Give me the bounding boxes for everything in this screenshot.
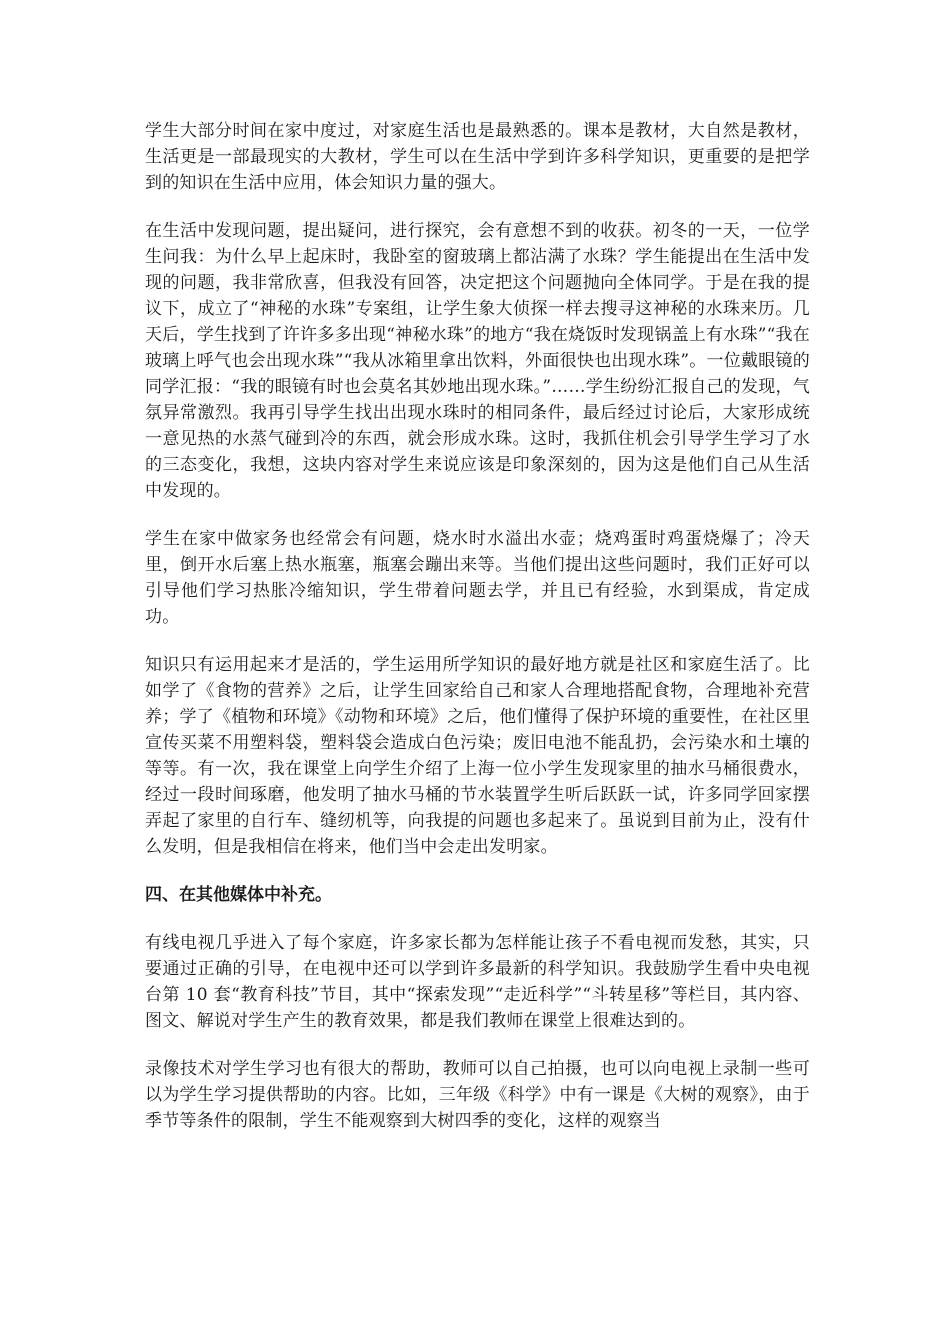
document-page [145, 118, 810, 1156]
paragraph-3: 学生在家中做家务也经常会有问题，烧水时水溢出水壶；烧鸡蛋时鸡蛋烧爆了；冷天里，倒开水后塞上热水瓶塞，瓶塞会蹦出来等。当他们提出这些问题时，我们正好可以引导他们学习热胀冷缩知识，学生带着问题去学，并且已有经验，水到渠成，肯定成功。 [145, 529, 810, 627]
paragraph-5: 有线电视几乎进入了每个家庭，许多家长都为怎样能让孩子不看电视而发愁，其实，只要通过正确的引导，在电视中还可以学到许多最新的科学知识。我鼓励学生看中央电视台第 10 套“教育科技”节目，其中“探索发现”“走近科学”“斗转星移”等栏目，其内容、图文、解说对学生产生的教育效果，都是我们教师在课堂上很难达到的。 [145, 933, 810, 1031]
paragraph-2: 在生活中发现问题，提出疑问，进行探究，会有意想不到的收获。初冬的一天，一位学生问我：为什么早上起床时，我卧室的窗玻璃上都沾满了水珠？学生能提出在生活中发现的问题，我非常欣喜，但我没有回答，决定把这个问题抛向全体同学。于是在我的提议下，成立了“神秘的水珠”专案组，让学生象大侦探一样去搜寻这神秘的水珠来历。几天后，学生找到了许许多多出现“神秘水珠”的地方“我在烧饭时发现锅盖上有水珠”“我在玻璃上呼气也会出现水珠”“我从冰箱里拿出饮料，外面很快也出现水珠”。一位戴眼镜的同学汇报：“我的眼镜有时也会莫名其妙地出现水珠。”……学生纷纷汇报自己的发现，气氛异常激烈。我再引导学生找出出现水珠时的相同条件，最后经过讨论后，大家形成统一意见热的水蒸气碰到冷的东西，就会形成水珠。这时，我抓住机会引导学生学习了水的三态变化，我想，这块内容对学生来说应该是印象深刻的，因为这是他们自己从生活中发现的。 [145, 221, 810, 501]
paragraph-1: 学生大部分时间在家中度过，对家庭生活也是最熟悉的。课本是教材，大自然是教材，生活更是一部最现实的大教材，学生可以在生活中学到许多科学知识，更重要的是把学到的知识在生活中应用，体会知识力量的强大。 [145, 121, 810, 193]
section-heading: 四、在其他媒体中补充。 [145, 885, 332, 905]
paragraph-6: 录像技术对学生学习也有很大的帮助，教师可以自己拍摄，也可以向电视上录制一些可以为学生学习提供帮助的内容。比如，三年级《科学》中有一课是《大树的观察》，由于季节等条件的限制，学生不能观察到大树四季的变化，这样的观察当 [145, 1059, 810, 1131]
paragraph-4: 知识只有运用起来才是活的，学生运用所学知识的最好地方就是社区和家庭生活了。比如学了《食物的营养》之后，让学生回家给自己和家人合理地搭配食物，合理地补充营养；学了《植物和环境》《动物和环境》之后，他们懂得了保护环境的重要性，在社区里宣传买菜不用塑料袋，塑料袋会造成白色污染；废旧电池不能乱扔，会污染水和土壤的等等。有一次，我在课堂上向学生介绍了上海一位小学生发现家里的抽水马桶很费水，经过一段时间琢磨，他发明了抽水马桶的节水装置学生听后跃跃一试，许多同学回家摆弄起了家里的自行车、缝纫机等，向我提的问题也多起来了。虽说到目前为止，没有什么发明，但是我相信在将来，他们当中会走出发明家。 [145, 655, 810, 857]
